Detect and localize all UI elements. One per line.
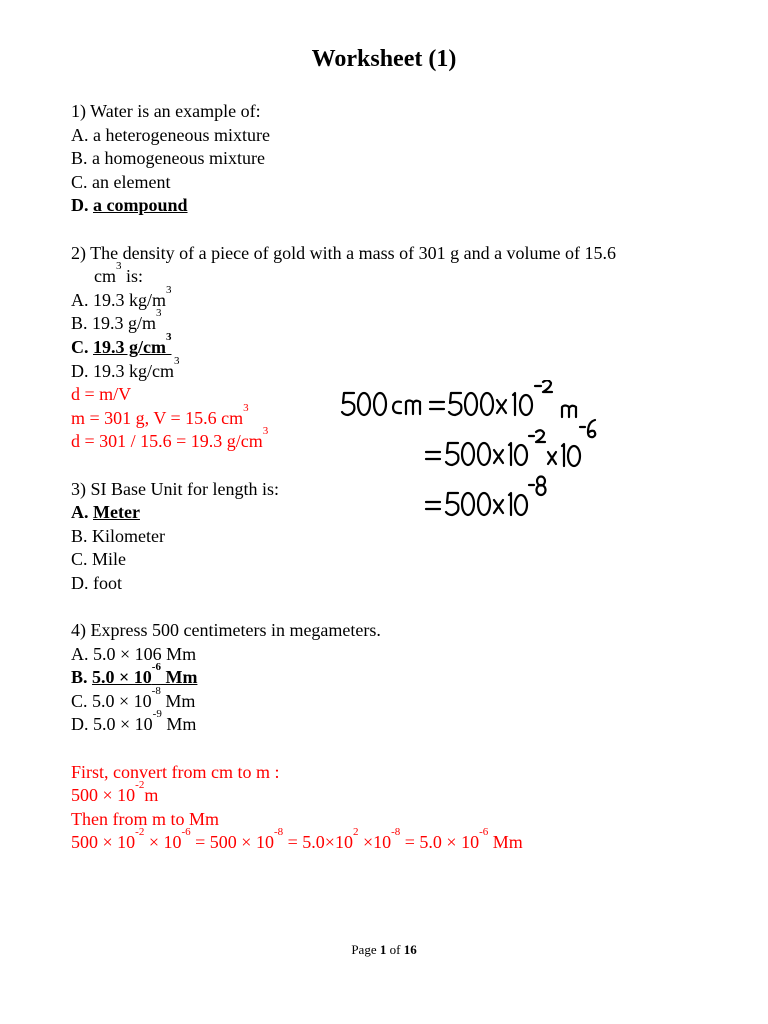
q4-option-d [71,708,711,737]
option-text: 5.0 × 10 [93,714,153,735]
option-letter: C. [71,549,88,570]
q4-option-c [71,684,711,714]
superscript: 3 [166,283,172,296]
superscript: -2 [135,826,145,839]
option-text: Kilometer [92,525,165,546]
q1-option-d-correct [71,194,711,218]
page-number: 1 [379,942,387,957]
footer-text: of [386,942,404,957]
q3-option-c [71,548,711,572]
option-text: 19.3 g/cm [93,336,166,357]
option-text: Mm [160,690,196,711]
page-total: 16 [403,942,417,957]
option-text: Mile [92,549,127,570]
work-text: Mm [488,832,523,853]
option-letter: D. [71,360,89,381]
work-text: = 5.0×10 [283,832,353,853]
option-letter: A. [71,643,89,664]
q4-option-a [71,643,711,667]
option-letter: A. [71,502,89,523]
question-2: 2) The density of a piece of gold with a mass of 301 g and a volume of 15.6 [71,242,617,263]
q1-option-b [71,147,711,171]
option-letter: A. [71,289,89,310]
superscript: 3 [174,354,180,367]
option-text: foot [93,572,122,593]
superscript: -2 [135,779,145,792]
handwriting-line-2 [426,420,595,466]
option-letter: D. [71,714,89,735]
work-text: = 500 × 10 [190,832,274,853]
superscript: -6 [151,661,161,674]
superscript: 3 [262,425,269,438]
work-text: ×10 [358,832,392,853]
option-text: 5.0 × 10 [92,667,152,688]
option-letter: A. [71,124,89,145]
option-text: Meter [93,502,140,523]
option-text: Mm [161,714,197,735]
question-text: cm [94,266,116,287]
handwriting-drawing [330,380,620,530]
work-text: m [144,785,159,806]
q4-work-line-3: Then from m to Mm [71,808,219,829]
handwriting-line-3 [426,477,546,516]
work-text: d = 301 / 15.6 = 19.3 g/cm [71,431,263,452]
superscript: 3 [116,260,122,273]
work-text: × 10 [144,832,182,853]
work-text: 500 × 10 [71,785,136,806]
q2-option-c-correct [71,330,711,360]
option-text: 5.0 × 10 [92,690,152,711]
superscript: -6 [479,826,489,839]
work-text: m = 301 g, V = 15.6 cm [71,407,244,428]
q2-work-line-1: d = m/V [71,384,132,405]
q4-option-b-correct [71,661,711,690]
superscript: 3 [165,330,172,343]
option-letter: C. [71,171,88,192]
q1-option-a [71,124,711,148]
option-text: 19.3 kg/cm [93,360,174,381]
q1-option-c [71,171,711,195]
question-text: is: [121,266,144,287]
superscript: -8 [391,826,401,839]
option-text: an element [92,171,171,192]
page-footer [0,942,768,958]
option-text: a compound [93,195,188,216]
superscript: 3 [243,401,249,414]
option-text: Mm [160,667,198,688]
q4-work-line-2 [71,779,711,808]
superscript: 2 [352,826,359,839]
footer-text: Page [351,942,380,957]
option-text: 19.3 g/m [92,313,157,334]
option-letter: D. [71,572,89,593]
option-letter: B. [71,525,88,546]
handwritten-note [330,380,620,530]
option-text: 5.0 × 106 Mm [93,643,197,664]
option-text: a homogeneous mixture [92,148,265,169]
question-4: 4) Express 500 centimeters in megameters. [71,620,381,641]
option-letter: C. [71,336,89,357]
question-1: 1) Water is an example of: [71,101,261,121]
q2-option-a [71,283,711,313]
q3-option-d [71,572,711,596]
work-text: 500 × 10 [71,832,136,853]
question-3: 3) SI Base Unit for length is: [71,478,279,499]
option-letter: D. [71,195,89,216]
superscript: -8 [273,826,284,839]
q4-work-line-1: First, convert from cm to m : [71,761,280,782]
option-letter: C. [71,690,88,711]
option-letter: B. [71,667,88,688]
option-text: a heterogeneous mixture [93,124,270,145]
superscript: -6 [181,826,191,839]
work-text: = 5.0 × 10 [400,832,480,853]
superscript: 3 [156,307,162,320]
page-title: Worksheet (1) [311,46,457,72]
q4-work-line-4 [71,826,711,855]
option-text: 19.3 kg/m [93,289,167,310]
superscript: -9 [152,708,162,721]
handwriting-line-1 [342,380,576,417]
option-letter: B. [71,313,88,334]
superscript: -8 [151,684,161,697]
option-letter: B. [71,148,88,169]
